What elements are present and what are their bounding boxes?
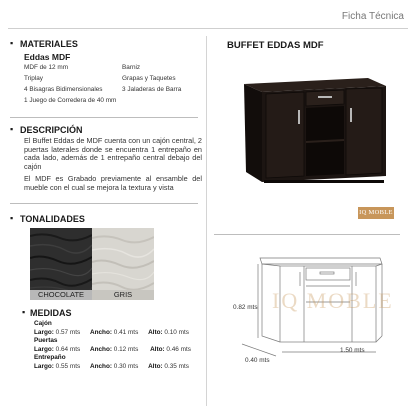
dimension-width-label: 1.50 mts (340, 347, 365, 354)
bullet-icon: ▪ (22, 307, 26, 317)
description-paragraph-1: El Buffet Eddas de MDF cuenta con un cajón central, 2 puertas laterales donde se encuentra 1 entrepaño en cada lado, además de 1 entrepaño central debajo del cajón (24, 136, 202, 171)
dimension-height-label: 0.82 mts (233, 304, 258, 311)
medida-name: Entrepaño (34, 354, 66, 362)
materiales-heading: MATERIALES (20, 39, 78, 49)
medidas-list (34, 320, 191, 372)
tonalidades-heading: TONALIDADES (20, 214, 85, 224)
medida-row: Largo: 0.57 mts Ancho: 0.41 mts Alto: 0.10 mts (34, 328, 189, 336)
swatch-gris (92, 228, 154, 300)
brand-watermark: IQ MOBLE (272, 288, 394, 313)
dimension-depth-label: 0.40 mts (245, 357, 270, 364)
section-divider (10, 203, 198, 204)
brand-logo: IQ MOBLE (358, 207, 394, 219)
medida-row: Largo: 0.64 mts Ancho: 0.12 mts Alto: 0.46 mts (34, 345, 191, 353)
material-item: Grapas y Taquetes (122, 75, 176, 82)
column-divider (206, 36, 207, 406)
medidas-heading: MEDIDAS (30, 308, 72, 318)
materials-right-list (122, 63, 181, 94)
material-item: Triplay (24, 75, 43, 82)
section-divider (10, 117, 198, 118)
material-item: 1 Juego de Corredera de 40 mm (24, 97, 117, 104)
description-paragraph-2: El MDF es Grabado previamente al ensamble del mueble con el cual se mejora la textura y vista (24, 174, 202, 192)
section-divider (214, 234, 400, 235)
medida-row: Largo: 0.55 mts Ancho: 0.30 mts Alto: 0.35 mts (34, 362, 189, 370)
descripcion-heading: DESCRIPCIÓN (20, 125, 83, 135)
bullet-icon: ▪ (10, 38, 14, 48)
bullet-icon: ▪ (10, 124, 14, 134)
product-name: Eddas MDF (24, 52, 71, 62)
material-item: MDF de 12 mm (24, 64, 69, 71)
bullet-icon: ▪ (10, 213, 14, 223)
swatch-label-chocolate: CHOCOLATE (30, 290, 92, 300)
buffet-photo (240, 72, 390, 192)
material-item: Barniz (122, 64, 141, 71)
swatch-chocolate (30, 228, 92, 300)
swatch-label-gris: GRIS (92, 290, 154, 300)
sheet-title: Ficha Técnica (341, 11, 404, 22)
medida-name: Cajón (34, 320, 52, 327)
medida-name: Puertas (34, 337, 58, 345)
material-item: 3 Jaladeras de Barra (122, 86, 182, 93)
product-panel-title: BUFFET EDDAS MDF (227, 40, 324, 51)
material-item: 4 Bisagras Bidimensionales (24, 86, 103, 93)
materials-left-list (24, 63, 116, 105)
header-divider (8, 28, 408, 29)
